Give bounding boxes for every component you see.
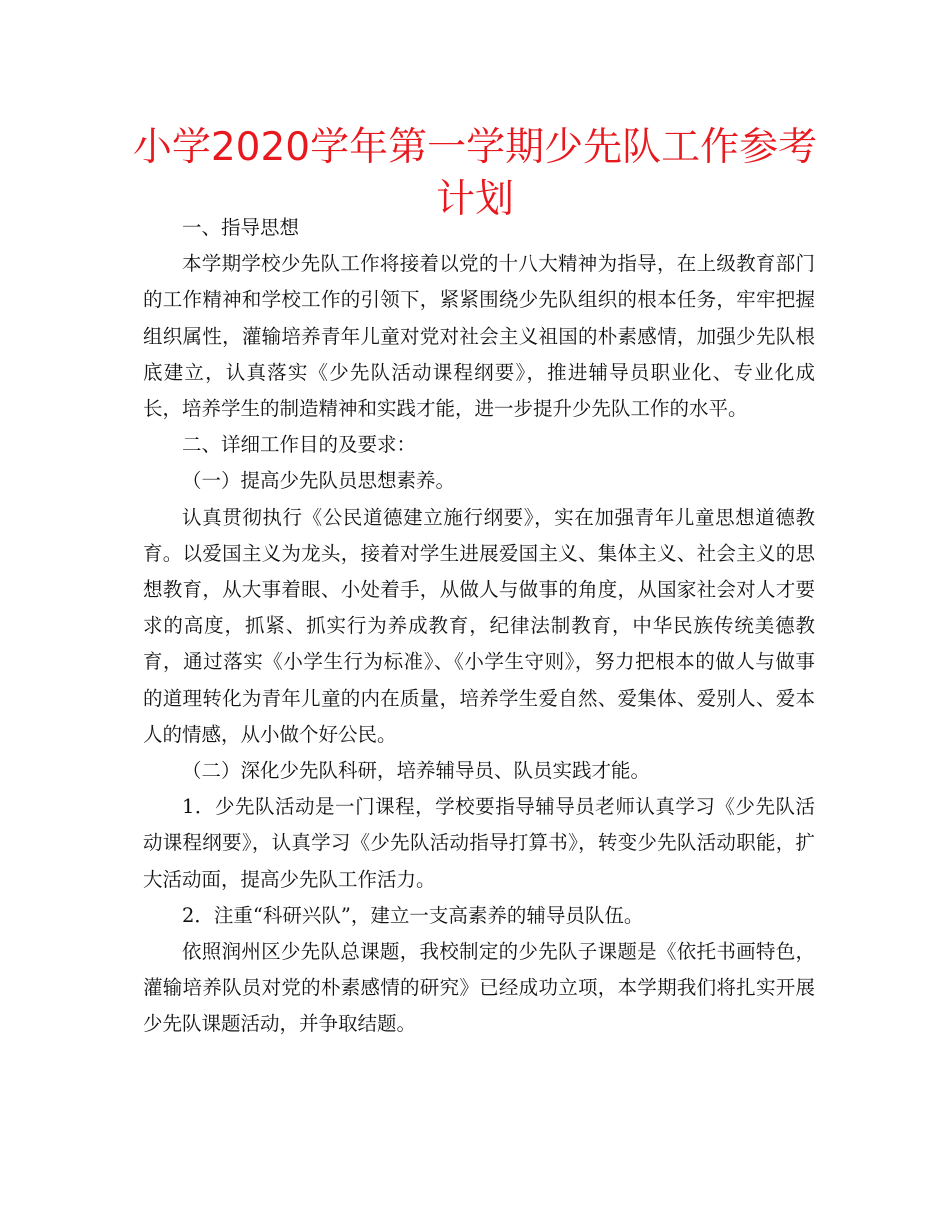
paragraph-moral-education: 认真贯彻执行《公民道德建立施行纲要》，实在加强青年儿童思想道德教育。以爱国主义为龙头，接着对学生进展爱国主义、集体主义、社会主义的思想教育，从大事着眼、小处着手，从做人与做事的角度，从国家社会对人才要求的高度，抓紧、抓实行为养成教育，纪律法制教育，中华民族传统美德教育，通过落实《小学生行为标准》、《小学生守则》，努力把根本的做人与做事的道理转化为青年儿童的内在质量，培养学生爱自然、爱集体、爱别人、爱本人的情感，从小做个好公民。 (143, 505, 815, 746)
list-item-1: 1．少先队活动是一门课程，学校要指导辅导员老师认真学习《少先队活动课程纲要》，认真学习《少先队活动指导打算书》，转变少先队活动职能，扩大活动面，提高少先队工作活力。 (143, 795, 815, 891)
subsection-heading-1: （一）提高少先队员思想素养。 (182, 469, 456, 493)
document-body (143, 210, 815, 1043)
paragraph-guiding-ideology: 本学期学校少先队工作将接着以党的十八大精神为指导，在上级教育部门的工作精神和学校工作的引领下，紧紧围绕少先队组织的根本任务，牢牢把握组织属性，灌输培养青年儿童对党对社会主义祖国的朴素感情，加强少先队根底建立，认真落实《少先队活动课程纲要》，推进辅导员职业化、专业化成长，培养学生的制造精神和实践才能，进一步提升少先队工作的水平。 (143, 252, 815, 421)
list-item-2: 2．注重“科研兴队”，建立一支高素养的辅导员队伍。 (182, 903, 644, 927)
paragraph-research-topic: 依照润州区少先队总课题，我校制定的少先队子课题是《依托书画特色，灌输培养队员对党的朴素感情的研究》已经成功立项，本学期我们将扎实开展少先队课题活动，并争取结题。 (143, 940, 815, 1036)
section-heading-guiding-ideology: 一、指导思想 (182, 216, 300, 239)
document-title: 小学2020学年第一学期少先队工作参考计划 (132, 125, 818, 222)
section-heading-work-goals: 二、详细工作目的及要求： (182, 433, 417, 457)
subsection-heading-2: （二）深化少先队科研，培养辅导员、队员实践才能。 (182, 759, 651, 783)
